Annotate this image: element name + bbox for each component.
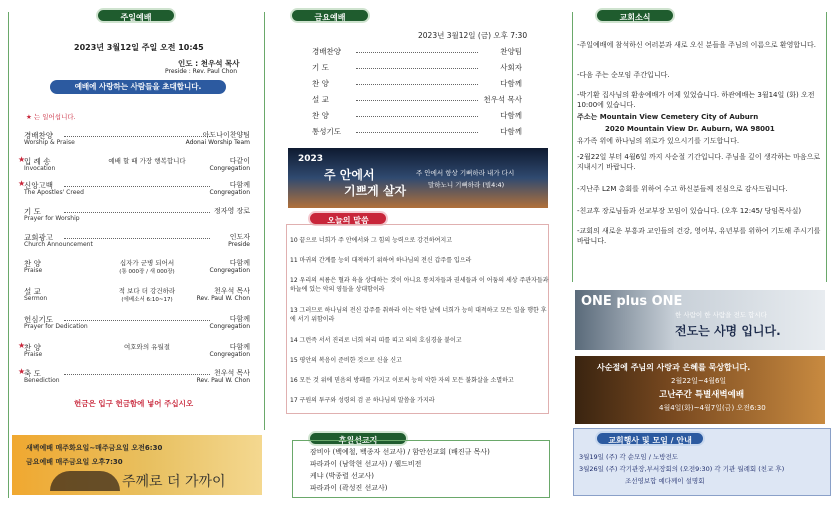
order-detail-sub: (통 000장 / 새 000장) [119, 269, 175, 275]
friday-leader: 천우석 목사 [483, 95, 522, 104]
sunday-worship-header: 주일예배 [96, 8, 176, 23]
order-item-en: Worship & Praise [24, 139, 75, 146]
order-item: 교회광고 [24, 233, 53, 242]
star-icon: ★ [18, 341, 26, 350]
order-detail-sub: (에베소서 6:10~17) [121, 297, 173, 303]
news-item: 유가족 위에 하나님의 위로가 있으시기를 기도합니다. [577, 137, 740, 145]
joy-banner [288, 148, 548, 208]
dot-leader [64, 186, 210, 187]
order-item: 헌심기도 [24, 315, 53, 324]
friday-leader: 다함께 [500, 79, 522, 88]
order-detail: 여호와의 유월절 [123, 343, 171, 351]
friday-row [312, 46, 522, 60]
one-sub: 한 사람이 한 사람을 전도 합시다 [675, 311, 767, 319]
dot-leader [356, 68, 478, 69]
dot-leader [356, 52, 478, 53]
order-leader: 다함께 [229, 315, 250, 323]
order-row [18, 341, 250, 362]
order-item: 설 교 [24, 287, 41, 296]
order-row [24, 258, 250, 278]
order-leader-en: Rev. Paul W. Chon [196, 377, 250, 384]
order-row [18, 179, 250, 200]
dot-leader [64, 212, 210, 213]
dawn-silhouette [50, 471, 120, 491]
order-detail: 예배 할 때 가장 행복합니다 [108, 157, 186, 165]
order-leader-en: Congregation [209, 351, 250, 358]
order-leader-en: Congregation [209, 323, 250, 330]
friday-row [312, 62, 522, 76]
sunday-worship-column [0, 0, 278, 506]
news-item: 주소는 Mountain View Cemetery City of Auburn [577, 113, 759, 121]
friday-item: 찬 양 [312, 111, 329, 120]
star-icon: ★ [18, 155, 26, 164]
news-item: -친교후 장로님들과 선교부장 모임이 있습니다. (오후 12:45/ 당임목사실) [577, 207, 802, 215]
order-leader-en: Congregation [209, 189, 250, 196]
order-detail: 십자가 군병 되어서 [119, 259, 175, 267]
order-item-en: Benediction [24, 377, 60, 384]
dot-leader [64, 374, 210, 375]
friday-row [312, 110, 522, 124]
dot-leader [356, 100, 478, 101]
friday-leader: 찬양팀 [500, 47, 522, 56]
standing-note-text: 는 일어섭니다. [33, 113, 76, 121]
order-item: 찬 양 [24, 259, 41, 268]
event-item: 조선영보합 예다께이 설명회 [625, 477, 705, 485]
dawn-line2: 금요예배 매주금요일 오후7:30 [26, 458, 123, 466]
dot-leader [64, 136, 210, 137]
order-item: 신앙고백 [24, 181, 53, 190]
order-leader: 다함께 [229, 181, 250, 189]
news-item: -박기환 집사님의 환송예배가 어제 있었습니다. 하관예배는 3월14일 (화) 오전 10:00에 있습니다. [577, 91, 815, 109]
order-row [24, 286, 250, 306]
friday-item: 경배찬양 [312, 47, 341, 56]
order-item-en: Prayer for Worship [24, 215, 80, 222]
order-leader: 천우석 목사 [213, 369, 250, 377]
dot-leader [356, 132, 478, 133]
welcome-text: 예배에 사랑하는 사람들을 초대합니다. [74, 82, 202, 91]
order-row [24, 206, 250, 226]
one-main-text: 전도는 사명 입니다. [675, 324, 781, 338]
one-plus-one-banner [575, 290, 825, 350]
support-item: 파라과이 (남학현 선교사) / 웰드비전 [310, 460, 422, 468]
dot-leader [356, 84, 478, 85]
order-item-en: Prayer for Dedication [24, 323, 88, 330]
lent-banner [575, 356, 825, 424]
order-row [24, 130, 250, 150]
verse-line: 17 구원의 투구와 성령의 검 곧 하나님의 말씀을 가지라 [290, 397, 435, 404]
friday-item: 설 교 [312, 95, 329, 104]
verse-line: 14 그런즉 서서 진리로 너희 허리 띠를 띠고 의의 호심경을 붙이고 [290, 337, 462, 344]
joy-year: 2023 [298, 154, 324, 164]
verse-line: 10 끝으로 너희가 주 안에서와 그 힘의 능력으로 강건하여지고 [290, 237, 452, 244]
order-item: 경배찬양 [24, 131, 53, 140]
order-item-en: Sermon [24, 295, 48, 302]
friday-leader: 사회자 [500, 63, 522, 72]
lent-time: 4월4일(화)~4월7일(금) 오전6:30 [659, 404, 766, 412]
friday-worship-header: 금요예배 [290, 8, 370, 23]
joy-verse1: 주 안에서 항상 기뻐하라 내가 다시 [416, 169, 515, 177]
one-title: ONE plus ONE [581, 294, 683, 309]
order-detail: 적 보다 더 강건하라 [118, 287, 176, 295]
news-item: -교회의 새로운 부흥과 교인들의 건강, 영어부, 유년부를 위하여 기도해 주시기를 바랍니다. [577, 227, 821, 245]
church-news-column [565, 0, 835, 506]
verse-line: 15 평안의 복음이 준비한 것으로 신을 신고 [290, 357, 402, 364]
order-row [24, 314, 250, 334]
verse-line: 16 모든 것 위에 믿음의 방패를 가지고 이로써 능히 악한 자의 모든 불화살을 소멸하고 [290, 377, 514, 384]
order-leader-en: Congregation [209, 267, 250, 274]
news-item: 2020 Mountain View Dr. Auburn, WA 98001 [605, 125, 775, 133]
joy-line1: 주 안에서 [324, 168, 375, 182]
word-header: 오늘의 말씀 [308, 211, 388, 226]
news-item: -지난주 L2M 총회를 위하여 수고 하신분들께 진심으로 감사드립니다. [577, 185, 788, 193]
order-leader-en: Rev. Paul W. Chon [196, 295, 250, 302]
lent-event: 고난주간 특별새벽예배 [659, 390, 745, 400]
order-leader: 천우석 목사 [213, 287, 250, 295]
welcome-banner [50, 80, 226, 94]
order-row [18, 155, 250, 176]
friday-row [312, 94, 522, 108]
order-item-en: The Apostles' Creed [24, 189, 84, 196]
support-item: 파라과이 (곽성진 선교사) [310, 484, 388, 492]
order-row [18, 367, 250, 388]
order-item-en: Church Announcement [24, 241, 93, 248]
dawn-worship-banner [12, 435, 262, 495]
order-leader: 인도자 [229, 233, 250, 241]
dawn-line1: 새벽예배 매주화요일~매주금요일 오전6:30 [26, 444, 163, 452]
support-header: 후원선교지 [308, 431, 408, 446]
joy-line2: 기쁘게 살자 [344, 184, 407, 198]
order-item: 입 례 송 [24, 157, 51, 166]
order-leader: 다함께 [229, 259, 250, 267]
order-item-en: Invocation [24, 165, 56, 172]
dot-leader [64, 238, 210, 239]
order-leader: 아도나이찬양팀 [202, 131, 250, 139]
events-header: 교회행사 및 모임 / 안내 [595, 431, 705, 446]
dot-leader [356, 116, 478, 117]
news-item: -주일예배에 참석하신 여러분과 새로 오신 분들을 주님의 이름으로 환영합니다. [577, 41, 816, 49]
order-item-en: Praise [24, 267, 43, 274]
friday-leader: 다함께 [500, 127, 522, 136]
news-item: -다음 주는 순모임 주간입니다. [577, 71, 670, 79]
event-item: 3월19일 (주) 각 순모임 / 노방전도 [579, 453, 679, 461]
order-leader: 정자영 장로 [213, 207, 250, 215]
news-item: -2월22일 부터 4월6일 까지 사순절 기간입니다. 주님을 깊이 생각하는 마음으로 지내시기 바랍니다. [577, 153, 821, 171]
dot-leader [64, 320, 210, 321]
lent-title: 사순절에 주님의 사랑과 은혜를 묵상합니다. [597, 363, 751, 372]
order-leader-en: Preside [228, 241, 250, 248]
friday-leader: 다함께 [500, 111, 522, 120]
order-leader-en: Congregation [209, 165, 250, 172]
star-icon: ★ [18, 367, 26, 376]
event-item: 3월26일 (주) 각기관장,부서장회의 (오전9:30) 각 기관 월례회 (친교 후) [579, 465, 785, 473]
support-item: 잠비아 (백예철, 백종자 선교사) / 함안선교회 (배진규 목사) [310, 448, 490, 456]
order-item: 찬 양 [24, 343, 41, 352]
verse-line: 11 마귀의 간계를 능히 대적하기 위하여 하나님의 전신 갑주를 입으라 [290, 257, 472, 264]
order-leader-en: Adonai Worship Team [185, 139, 250, 146]
friday-row [312, 126, 522, 140]
order-leader: 다같이 [229, 157, 250, 165]
joy-verse2: 말하노니 기뻐하라 (빌4:4) [428, 181, 505, 189]
one-main [675, 322, 781, 339]
friday-worship-column [280, 0, 555, 506]
verse-line: 12 우리의 씨름은 혈과 육을 상대하는 것이 아니요 통치자들과 권세들과 이 어둠의 세상 주관자들과 하늘에 있는 악의 영들을 상대함이라 [290, 277, 549, 293]
order-item: 기 도 [24, 207, 41, 216]
friday-date: 2023년 3월12일 (금) 오후 7:30 [418, 31, 528, 40]
friday-item: 통성기도 [312, 127, 341, 136]
lent-dates: 2월22일~4월6일 [671, 377, 727, 385]
friday-item: 찬 양 [312, 79, 329, 88]
sunday-date: 2023년 3월12일 주일 오전 10:45 [74, 43, 204, 52]
friday-item: 기 도 [312, 63, 329, 72]
verse-line: 13 그러므로 하나님의 전신 갑주를 취하라 이는 악한 날에 너희가 능히 대적하고 모든 일을 행한 후에 서기 위함이라 [290, 307, 547, 323]
order-row [24, 232, 250, 252]
friday-row [312, 78, 522, 92]
star-icon: ★ [18, 179, 26, 188]
support-item: 케냐 (박종렬 선교사) [310, 472, 375, 480]
preacher-ko: 인도 : 천우석 목사 [178, 59, 240, 68]
preacher-en: Preside : Rev. Paul Chon [165, 68, 238, 75]
order-leader: 다함께 [229, 343, 250, 351]
dawn-title: 주께로 더 가까이 [122, 474, 226, 490]
offering-note: 헌금은 입구 헌금함에 넣어 주십시오 [74, 399, 194, 408]
standing-note [26, 112, 76, 121]
order-item-en: Praise [24, 351, 43, 358]
star-icon: ★ [26, 113, 32, 121]
church-news-header: 교회소식 [595, 8, 675, 23]
order-item: 축 도 [24, 369, 41, 378]
